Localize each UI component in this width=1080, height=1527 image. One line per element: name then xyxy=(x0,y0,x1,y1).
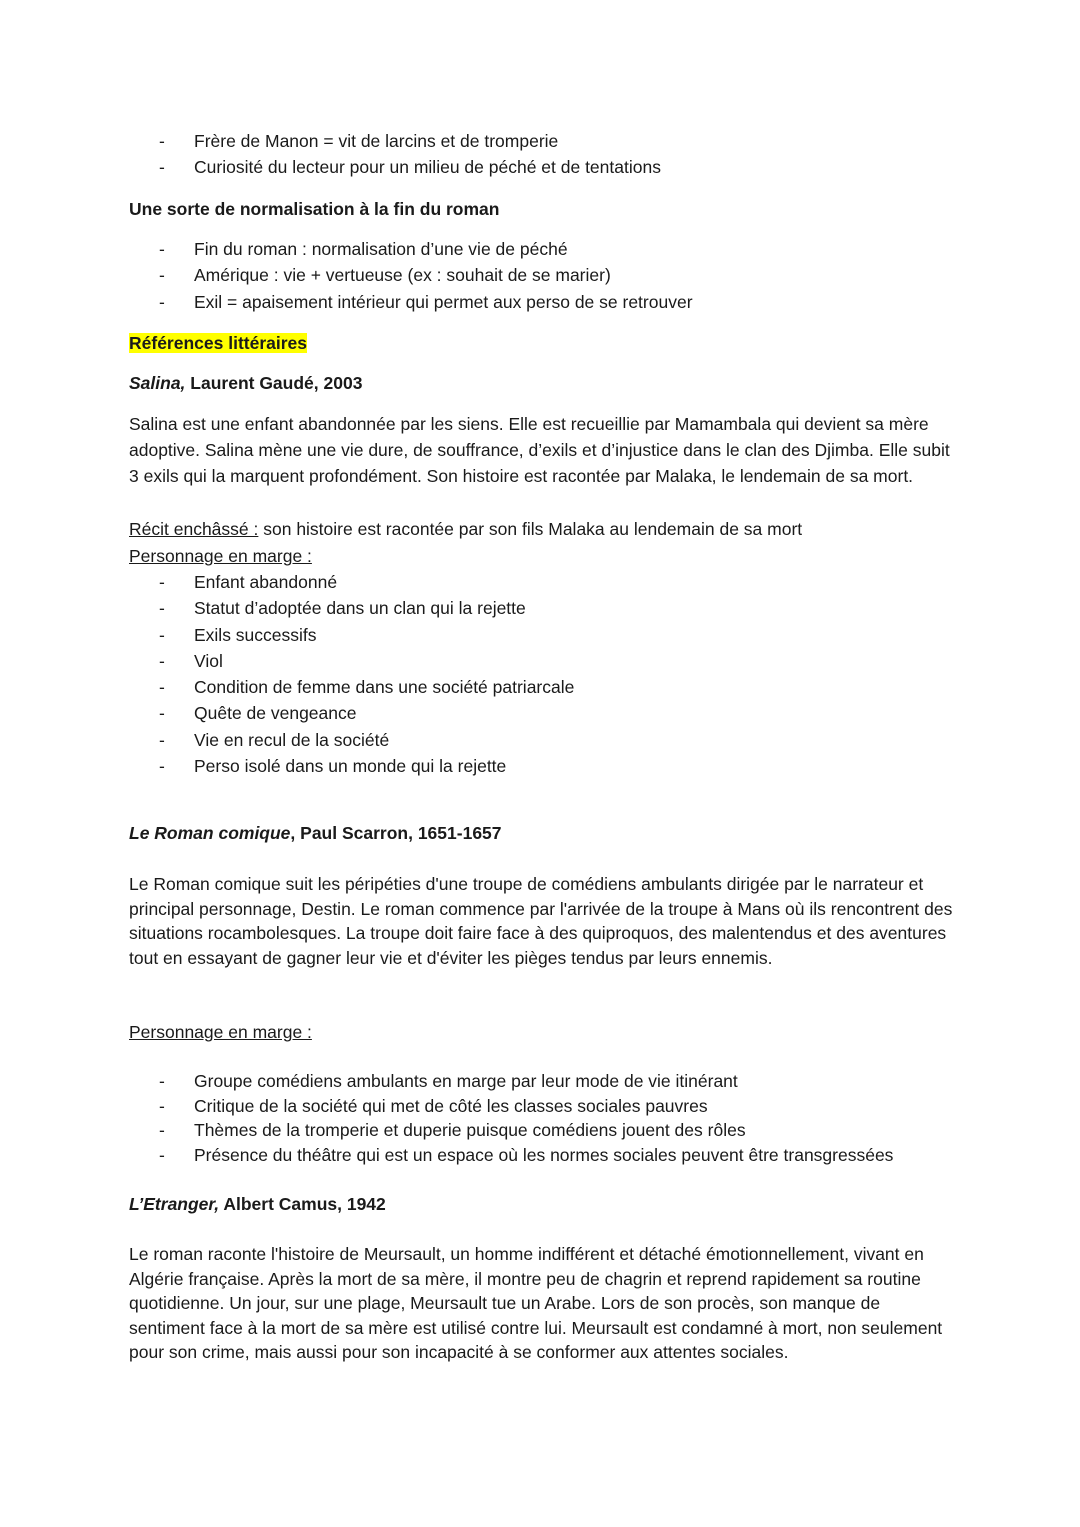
list-item: - Exil = apaisement intérieur qui permet aux perso de se retrouver xyxy=(129,289,693,315)
list-item: - Frère de Manon = vit de larcins et de tromperie xyxy=(129,128,661,154)
list-item: - Quête de vengeance xyxy=(129,700,574,726)
roman-comique-marge-list xyxy=(129,1069,893,1167)
book-meta: , Paul Scarron, 1651-1657 xyxy=(290,823,502,843)
salina-summary: Salina est une enfant abandonnée par les siens. Elle est recueillie par Mamambala qui devient sa mère adoptive. Salina mène une vie dure, de souffrance, d’exils et d’injustice dans le clan des Djimba. Elle subit 3 exils qui la marquent profondément. Son histoire est racontée par Malaka, le lendemain de sa mort. xyxy=(129,414,950,486)
list-item: - Thèmes de la tromperie et duperie puisque comédiens jouent des rôles xyxy=(129,1118,893,1143)
highlighted-heading: Références littéraires xyxy=(129,333,308,353)
list-item: - Critique de la société qui met de côté les classes sociales pauvres xyxy=(129,1094,893,1119)
list-item: - Exils successifs xyxy=(129,622,574,648)
list-item: - Statut d’adoptée dans un clan qui la rejette xyxy=(129,595,574,621)
list-item: - Vie en recul de la société xyxy=(129,727,574,753)
book-title-salina xyxy=(129,370,362,396)
list-item: - Curiosité du lecteur pour un milieu de péché et de tentations xyxy=(129,154,661,180)
recit-line xyxy=(129,516,802,542)
list-item: - Condition de femme dans une société patriarcale xyxy=(129,674,574,700)
roman-comique-summary: Le Roman comique suit les péripéties d'une troupe de comédiens ambulants dirigée par le narrateur et principal personnage, Destin. Le roman commence par l'arrivée de la troupe à Mans où ils rencontrent des situations rocambolesques. La troupe doit faire face à des quiproquos, des malentendus et des aventures tout en essayant de gagner leur vie et d'éviter les pièges tendus par leurs ennemis. xyxy=(129,874,953,968)
etranger-summary: Le roman raconte l'histoire de Meursault, un homme indifférent et détaché émotionnellement, vivant en Algérie française. Après la mort de sa mère, il montre peu de chagrin et reprend rapidement sa routine quotidienne. Un jour, sur une plage, Meursault tue un Arabe. Lors de son procès, son manque de sentiment face à la mort de sa mère est utilisé contre lui. Meursault est condamné à mort, non seulement pour son crime, mais aussi pour son incapacité à se conformer aux attentes sociales. xyxy=(129,1244,943,1362)
list-item: - Enfant abandonné xyxy=(129,569,574,595)
references-heading xyxy=(129,330,307,356)
list-item: - Présence du théâtre qui est un espace où les normes sociales peuvent être transgressées xyxy=(129,1143,893,1168)
marge-label-salina: Personnage en marge : xyxy=(129,546,312,566)
section-heading-normalisation: Une sorte de normalisation à la fin du roman xyxy=(129,199,500,219)
book-title: Salina, xyxy=(129,373,186,393)
list-item: - Fin du roman : normalisation d’une vie de péché xyxy=(129,236,693,262)
book-title-roman-comique xyxy=(129,820,502,846)
book-title: Le Roman comique xyxy=(129,823,291,843)
salina-marge-list xyxy=(129,569,574,779)
recit-text: son histoire est racontée par son fils Malaka au lendemain de sa mort xyxy=(258,519,803,539)
book-title: L’Etranger, xyxy=(129,1194,220,1214)
book-meta: Albert Camus, 1942 xyxy=(219,1194,386,1214)
list-item: - Amérique : vie + vertueuse (ex : souhait de se marier) xyxy=(129,262,693,288)
book-meta: Laurent Gaudé, 2003 xyxy=(185,373,363,393)
book-title-etranger xyxy=(129,1191,386,1217)
manon-list xyxy=(129,128,661,181)
list-item: - Viol xyxy=(129,648,574,674)
list-item: - Perso isolé dans un monde qui la rejette xyxy=(129,753,574,779)
normalisation-list xyxy=(129,236,693,315)
list-item: - Groupe comédiens ambulants en marge par leur mode de vie itinérant xyxy=(129,1069,893,1094)
marge-label-roman-comique: Personnage en marge : xyxy=(129,1022,312,1042)
recit-label: Récit enchâssé : xyxy=(129,519,259,539)
